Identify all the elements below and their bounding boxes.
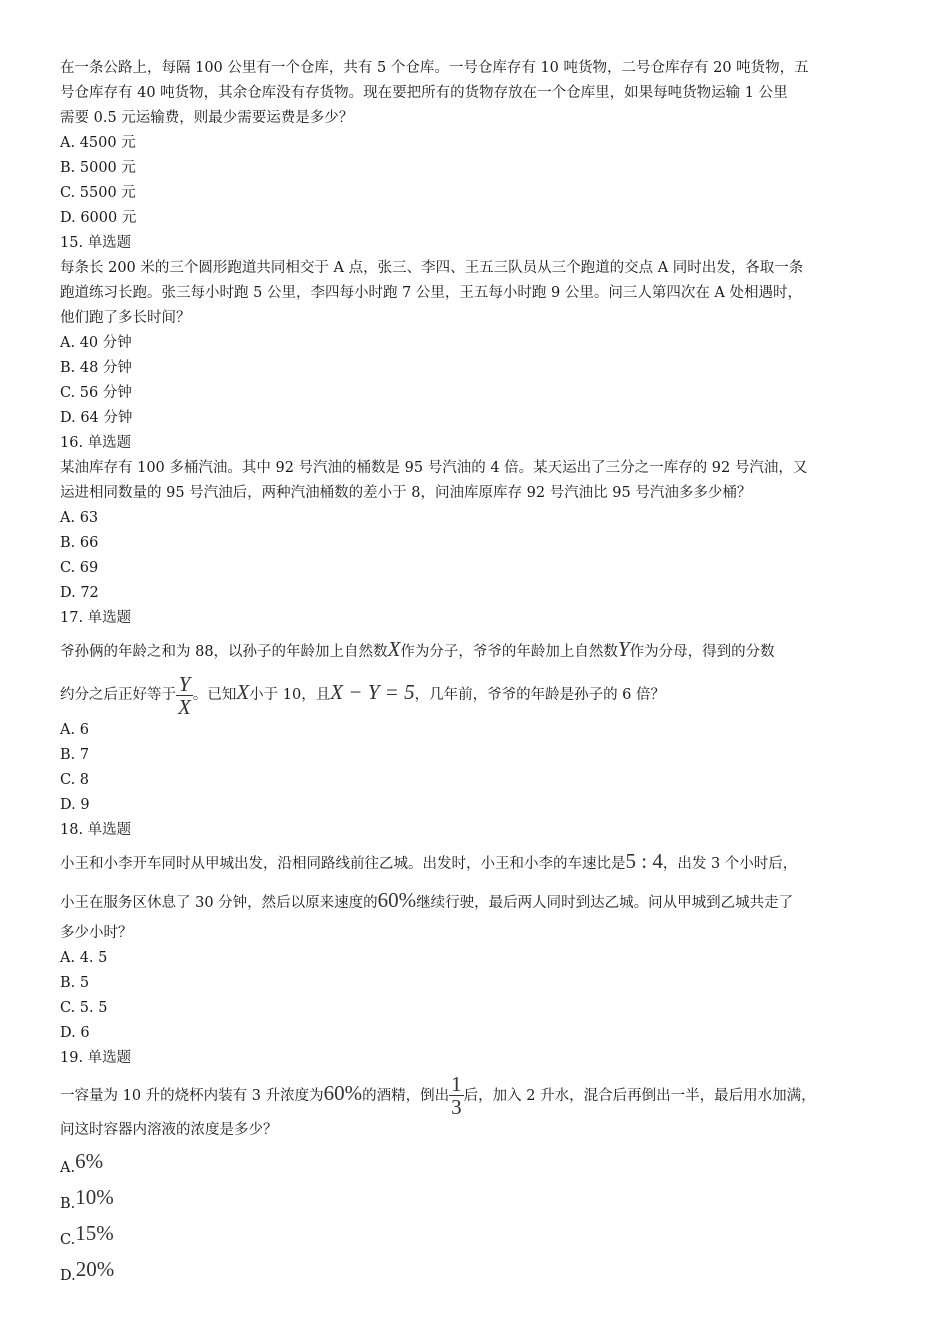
text-run: 约分之后正好等于: [60, 687, 176, 703]
option-a[interactable]: A. 63: [60, 510, 99, 526]
question-15: [60, 231, 890, 431]
option-a[interactable]: A. 4. 5: [60, 949, 108, 966]
question-text: 需要 0.5 元运输费，则最少需要运费是多少？: [60, 110, 354, 126]
question-14: [60, 56, 890, 231]
option-label: D.: [60, 1268, 76, 1284]
option-c[interactable]: C. 69: [60, 560, 99, 576]
option-d[interactable]: D. 9: [60, 796, 90, 813]
question-text: [60, 882, 890, 921]
question-text: 他们跑了多长时间？: [60, 310, 191, 326]
question-text: [60, 631, 890, 670]
text-run: 后，加入 2 升水，混合后再倒出一半，最后用水加满，: [463, 1087, 816, 1104]
question-text: 运进相同数量的 95 号汽油后，两种汽油桶数的差小于 8，问油库原库存 92 号汽油比 95 号汽油多多少桶？: [60, 485, 752, 501]
option-c[interactable]: [60, 1215, 890, 1251]
math-percent: 60%: [323, 1080, 363, 1105]
option-d[interactable]: D. 64 分钟: [60, 410, 133, 426]
text-run: 作为分母，得到的分数: [629, 644, 775, 660]
question-19: [60, 1046, 890, 1288]
question-17: [60, 606, 890, 818]
text-run: 作为分子，爷爷的年龄加上自然数: [400, 644, 618, 660]
option-d[interactable]: D. 6000 元: [60, 210, 137, 226]
question-header: 17. 单选题: [60, 610, 132, 626]
option-d[interactable]: D. 72: [60, 585, 99, 601]
question-text: [60, 670, 890, 718]
option-label: B.: [60, 1196, 76, 1212]
text-run: 小于 10，且: [249, 687, 331, 703]
option-a[interactable]: A. 40 分钟: [60, 335, 132, 351]
option-value: 6%: [75, 1149, 104, 1173]
option-b[interactable]: B. 66: [60, 535, 99, 551]
question-text: 多少小时？: [60, 924, 133, 941]
option-d[interactable]: [60, 1251, 890, 1287]
option-d[interactable]: D. 6: [60, 1024, 90, 1041]
option-c[interactable]: C. 5500 元: [60, 185, 136, 201]
option-c[interactable]: C. 56 分钟: [60, 385, 132, 401]
math-y: Y: [617, 637, 630, 661]
text-run: 的酒精，倒出: [362, 1087, 450, 1104]
option-b[interactable]: B. 48 分钟: [60, 360, 132, 376]
question-text: [60, 843, 890, 882]
question-text: 问这时容器内溶液的浓度是多少？: [60, 1122, 278, 1138]
option-b[interactable]: B. 5000 元: [60, 160, 136, 176]
question-text: 某油库存有 100 多桶汽油。其中 92 号汽油的桶数是 95 号汽油的 4 倍。某天运出了三分之一库存的 92 号汽油，又: [60, 460, 808, 476]
option-value: 15%: [75, 1221, 114, 1245]
question-text: 跑道练习长跑。张三每小时跑 5 公里，李四每小时跑 7 公里，王五每小时跑 9 公里。问三人第四次在 A 处相遇时，: [60, 285, 803, 301]
option-b[interactable]: B. 5: [60, 974, 90, 991]
option-a[interactable]: A. 6: [60, 721, 89, 738]
document-page: [60, 56, 890, 1287]
option-c[interactable]: C. 5. 5: [60, 999, 108, 1016]
question-text: 号仓库存有 40 吨货物，其余仓库没有存货物。现在要把所有的货物存放在一个仓库里，如果每吨货物运输 1 公里: [60, 85, 788, 101]
question-text: 每条长 200 米的三个圆形跑道共同相交于 A 点，张三、李四、王五三队员从三个跑道的交点 A 同时出发，各取一条: [60, 260, 804, 276]
fraction-y-over-x: [176, 673, 193, 718]
math-ratio: 5 : 4: [625, 848, 663, 873]
text-run: 。已知: [192, 687, 237, 703]
math-equation: X − Y = 5: [330, 680, 415, 704]
text-run: 小王和小李开车同时从甲城出发，沿相同路线前往乙城。出发时，小王和小李的车速比是: [60, 855, 626, 872]
text-run: 继续行驶，最后两人同时到达乙城。问从甲城到乙城共走了: [416, 894, 794, 911]
option-a[interactable]: A. 4500 元: [60, 135, 136, 151]
text-run: ，几年前，爷爷的年龄是孙子的 6 倍？: [414, 687, 666, 703]
option-value: 10%: [75, 1185, 114, 1209]
fraction-one-third: [449, 1073, 464, 1118]
text-run: 小王在服务区休息了 30 分钟，然后以原来速度的: [60, 894, 378, 911]
fraction-denominator: X: [178, 694, 191, 719]
fraction-denominator: 3: [451, 1095, 462, 1119]
option-b[interactable]: [60, 1179, 890, 1215]
math-x: X: [387, 637, 401, 661]
option-b[interactable]: B. 7: [60, 746, 90, 763]
fraction-numerator: 1: [451, 1072, 462, 1096]
option-label: A.: [60, 1160, 76, 1176]
question-text: [60, 1071, 890, 1119]
question-16: [60, 431, 890, 606]
fraction-numerator: Y: [176, 673, 193, 696]
math-x: X: [236, 680, 250, 704]
option-a[interactable]: [60, 1143, 890, 1179]
math-percent: 60%: [377, 887, 417, 912]
question-header: 19. 单选题: [60, 1049, 132, 1066]
text-run: 爷孙俩的年龄之和为 88，以孙子的年龄加上自然数: [60, 644, 388, 660]
option-label: C.: [60, 1232, 76, 1248]
question-header: 18. 单选题: [60, 821, 132, 838]
question-header: 15. 单选题: [60, 235, 132, 251]
question-text: 在一条公路上，每隔 100 公里有一个仓库，共有 5 个仓库。一号仓库存有 10 吨货物，二号仓库存有 20 吨货物，五: [60, 60, 809, 76]
option-value: 20%: [75, 1257, 115, 1281]
question-header: 16. 单选题: [60, 435, 132, 451]
text-run: ，出发 3 个小时后，: [662, 855, 798, 872]
option-c[interactable]: C. 8: [60, 771, 90, 788]
question-18: [60, 818, 890, 1046]
text-run: 一容量为 10 升的烧杯内装有 3 升浓度为: [60, 1087, 324, 1104]
